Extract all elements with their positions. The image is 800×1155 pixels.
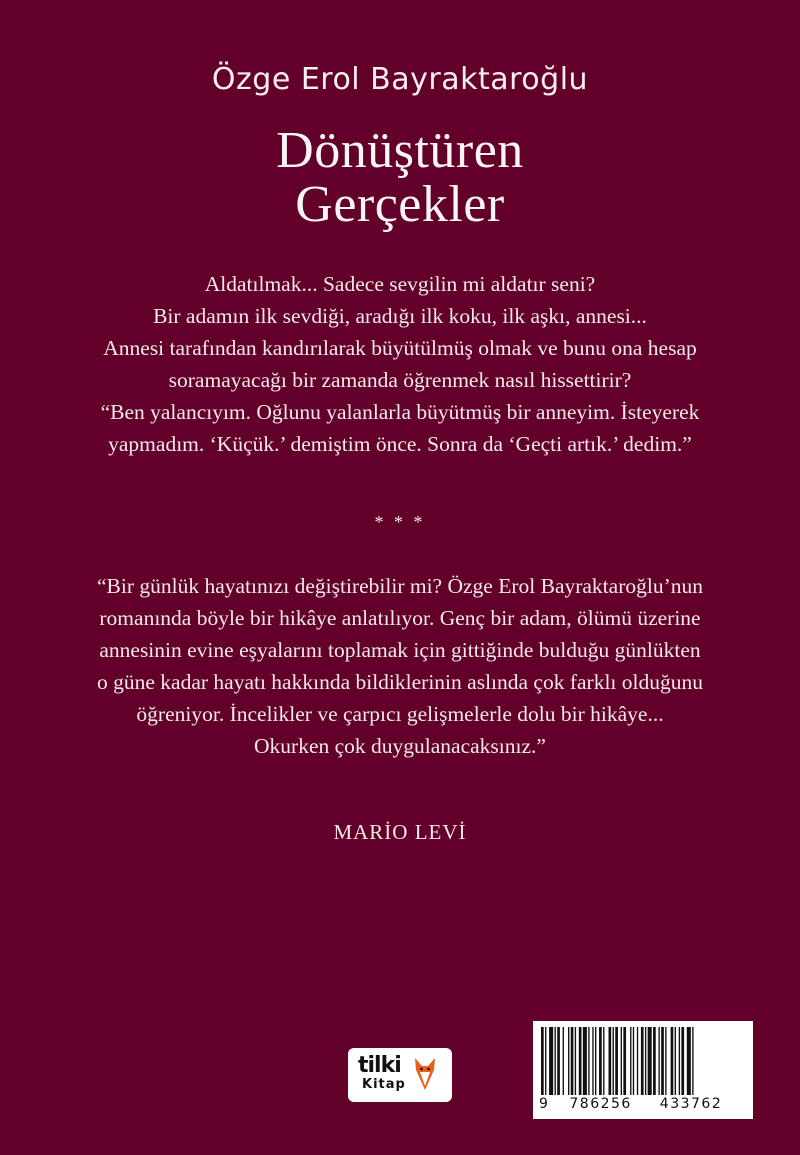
publisher-logo bbox=[350, 1050, 450, 1100]
blurb-paragraph bbox=[50, 268, 750, 460]
isbn-group-2: 433762 bbox=[659, 1096, 723, 1112]
barcode-bar bbox=[653, 1027, 656, 1095]
blurb-line: soramayacağı bir zamanda öğrenmek nasıl hissettirir? bbox=[168, 368, 632, 392]
barcode-bar bbox=[637, 1027, 638, 1095]
author-name: Özge Erol Bayraktaroğlu bbox=[211, 62, 589, 97]
review-line: “Bir günlük hayatınızı değiştirebilir mi? Özge Erol Bayraktaroğlu’nun bbox=[96, 574, 703, 598]
barcode-bar bbox=[641, 1027, 644, 1095]
logo-wordmark: tilki bbox=[358, 1053, 401, 1078]
barcode-bar bbox=[583, 1027, 587, 1095]
blurb-line: yapmadım. ‘Küçük.’ demiştim önce. Sonra da ‘Geçti artık.’ dedim.” bbox=[108, 432, 692, 456]
logo-subtitle: Kitap bbox=[362, 1077, 406, 1092]
barcode-bar bbox=[621, 1027, 622, 1095]
barcode-bar bbox=[615, 1027, 618, 1095]
blurb-line: Bir adamın ilk sevdiği, aradığı ilk koku, ilk aşkı, annesi... bbox=[153, 304, 647, 328]
barcode-bar bbox=[595, 1027, 596, 1095]
section-separator: * * * bbox=[374, 512, 426, 532]
barcode-bar bbox=[661, 1027, 664, 1095]
review-line: annesinin evine eşyalarını toplamak için gittiğinde bulduğu günlükten bbox=[99, 638, 701, 662]
barcode-bar bbox=[633, 1027, 634, 1095]
barcode bbox=[533, 1021, 753, 1119]
barcode-bar bbox=[665, 1027, 666, 1095]
barcode-bar bbox=[549, 1027, 553, 1095]
barcode-bar bbox=[563, 1027, 564, 1095]
barcode-bar bbox=[575, 1027, 576, 1095]
review-signature: MARİO LEVİ bbox=[333, 820, 467, 844]
barcode-bar bbox=[541, 1027, 544, 1095]
barcode-bar bbox=[599, 1027, 602, 1095]
barcode-bar bbox=[609, 1027, 612, 1095]
barcode-bar bbox=[545, 1027, 546, 1095]
blurb-line: Annesi tarafından kandırılarak büyütülmüş olmak ve bunu ona hesap bbox=[103, 336, 697, 360]
review-line: öğreniyor. İncelikler ve çarpıcı gelişmelerle dolu bir hikâye... bbox=[136, 702, 664, 726]
barcode-bar bbox=[658, 1027, 659, 1095]
blurb-line: Aldatılmak... Sadece sevgilin mi aldatır seni? bbox=[204, 272, 596, 296]
review-line: romanında böyle bir hikâye anlatılıyor. Genç bir adam, ölümü üzerine bbox=[99, 606, 701, 630]
book-title bbox=[0, 124, 800, 232]
barcode-bar bbox=[648, 1027, 652, 1095]
barcode-bar bbox=[568, 1027, 569, 1095]
barcode-bar bbox=[675, 1027, 676, 1095]
review-line: o güne kadar hayatı hakkında bildiklerinin aslında çok farklı olduğunu bbox=[96, 670, 704, 694]
barcode-bar bbox=[613, 1027, 614, 1095]
barcode-bars bbox=[541, 1027, 747, 1095]
barcode-bar bbox=[555, 1027, 556, 1095]
review-paragraph bbox=[50, 570, 750, 762]
barcode-bar bbox=[579, 1027, 582, 1095]
review-line: Okurken çok duygulanacaksınız.” bbox=[254, 734, 546, 758]
title-line-2: Gerçekler bbox=[295, 176, 505, 233]
barcode-bar bbox=[681, 1027, 684, 1095]
barcode-bar bbox=[588, 1027, 589, 1095]
fox-icon bbox=[412, 1056, 438, 1092]
barcode-bar bbox=[679, 1027, 680, 1095]
isbn-prefix: 9 bbox=[539, 1096, 550, 1112]
barcode-bar bbox=[687, 1027, 691, 1095]
isbn-group-1: 786256 bbox=[569, 1096, 632, 1112]
isbn-number bbox=[539, 1096, 749, 1112]
barcode-bar bbox=[671, 1027, 674, 1095]
blurb-line: “Ben yalancıyım. Oğlunu yalanlarla büyütmüş bir anneyim. İsteyerek bbox=[100, 400, 700, 424]
barcode-bar bbox=[557, 1027, 560, 1095]
barcode-bar bbox=[645, 1027, 646, 1095]
barcode-bar bbox=[630, 1027, 631, 1095]
barcode-bar bbox=[692, 1027, 693, 1095]
barcode-bar bbox=[603, 1027, 604, 1095]
barcode-bar bbox=[623, 1027, 626, 1095]
barcode-bar bbox=[592, 1027, 593, 1095]
title-line-1: Dönüştüren bbox=[276, 122, 524, 179]
barcode-bar bbox=[571, 1027, 574, 1095]
